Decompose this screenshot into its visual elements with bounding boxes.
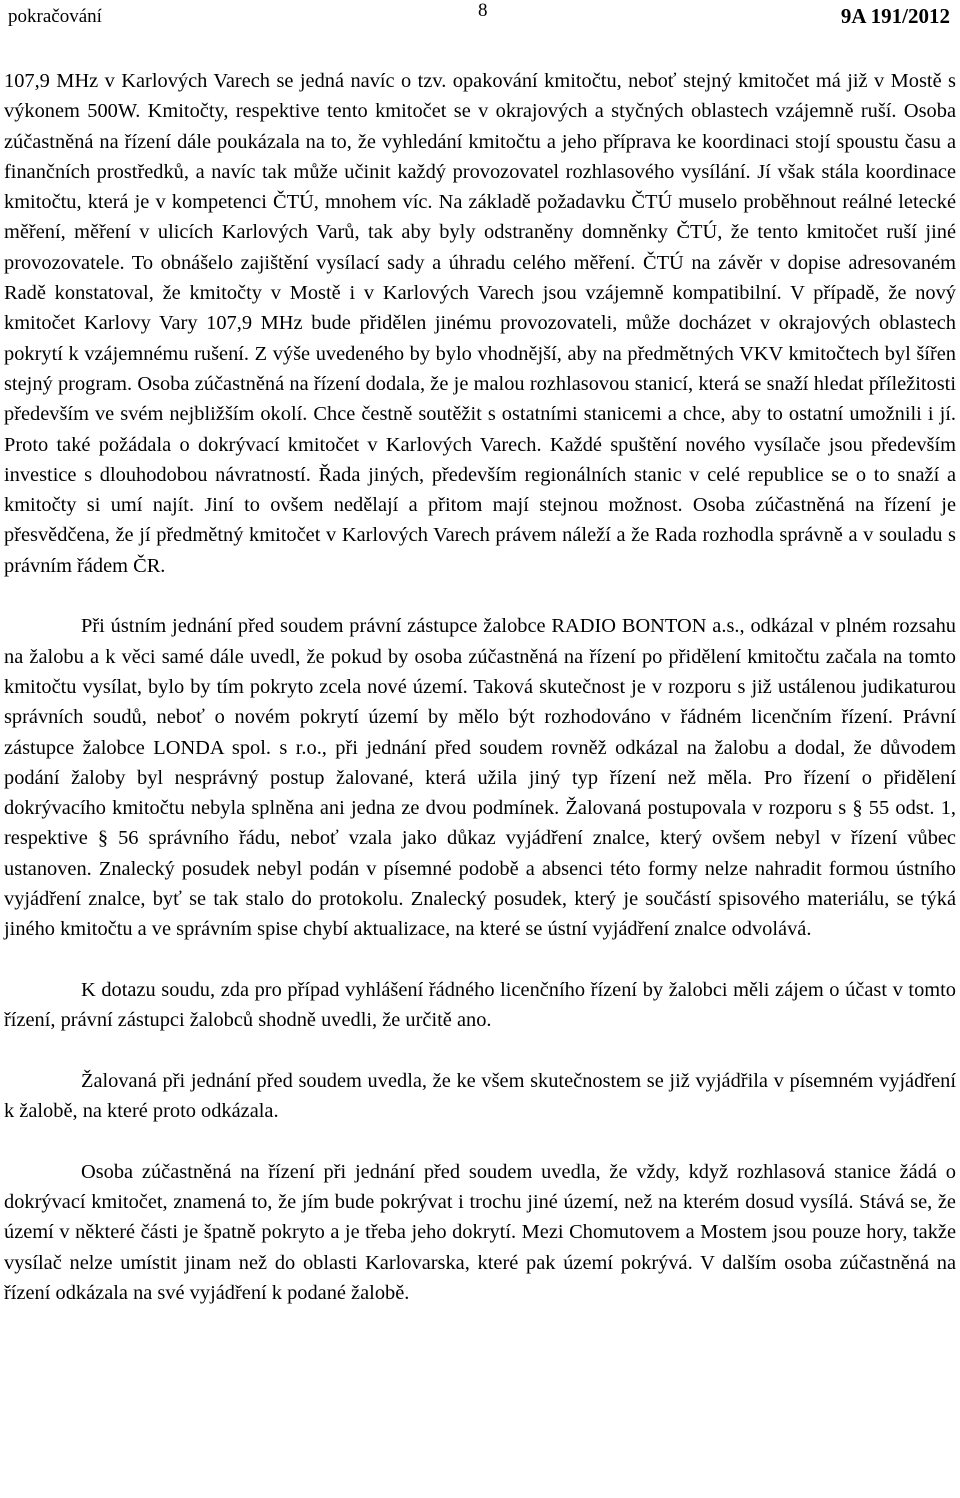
page-header xyxy=(4,0,956,40)
paragraph-spacer xyxy=(4,1036,956,1066)
page-number: 8 xyxy=(478,0,488,21)
document-body xyxy=(4,66,956,1308)
paragraph: 107,9 MHz v Karlových Varech se jedná navíc o tzv. opakování kmitočtu, neboť stejný kmitočet má již v Mostě s výkonem 500W. Kmitočty, respektive tento kmitočet se v okrajových a styčných oblastech vzájemně ruší. Osoba zúčastněná na řízení dále poukázala na to, že vyhledání kmitočtu a jeho příprava ke koordinaci stojí spoustu času a finančních prostředků, a navíc tak může učinit každý provozovatel rozhlasového vysílání. Jí však stála koordinace kmitočtu, která je v kompetenci ČTÚ, mnohem víc. Na základě požadavku ČTÚ muselo proběhnout reálné letecké měření, měření v ulicích Karlových Varů, tak aby byly odstraněny domněnky ČTÚ, že tento kmitočet ruší jiné provozovatele. To obnášelo zajištění vysílací sady a úhradu celého měření. ČTÚ na závěr v dopise adresovaném Radě konstatoval, že kmitočty v Mostě i v Karlových Varech jsou vzájemně kompatibilní. V případě, že nový kmitočet Karlovy Vary 107,9 MHz bude přidělen jinému provozovateli, může docházet v okrajových oblastech pokrytí k vzájemnému rušení. Z výše uvedeného by bylo vhodnější, aby na předmětných VKV kmitočtech byl šířen stejný program. Osoba zúčastněná na řízení dodala, že je malou rozhlasovou stanicí, která se snaží hledat příležitosti především ve svém nejbližším okolí. Chce čestně soutěžit s ostatními stanicemi a chce, aby to ostatní umožnili i jí. Proto také požádala o dokrývací kmitočet v Karlových Varech. Každé spuštění nového vysílače jsou především investice s dlouhodobou návratností. Řada jiných, především regionálních stanic v celé republice se o to snaží a kmitočty si umí najít. Jiní to ovšem nedělají a přitom mají stejnou možnost. Osoba zúčastněná na řízení je přesvědčena, že jí předmětný kmitočet v Karlových Varech právem náleží a že Rada rozhodla správně a v souladu s právním řádem ČR. xyxy=(4,70,956,577)
paragraph: Žalovaná při jednání před soudem uvedla, že ke všem skutečnostem se již vyjádřila v písemném vyjádření k žalobě, na které proto odkázala. xyxy=(4,1069,956,1123)
case-number: 9A 191/2012 xyxy=(840,4,950,28)
paragraph-spacer xyxy=(4,945,956,975)
paragraph: Při ústním jednání před soudem právní zástupce žalobce RADIO BONTON a.s., odkázal v plném rozsahu na žalobu a k věci samé dále uvedl, že pokud by osoba zúčastněná na řízení po přidělení kmitočtu začala na tomto kmitočtu vysílat, bylo by tím pokryto zcela nové území. Taková skutečnost je v rozporu s již ustálenou judikaturou správních soudů, neboť o novém pokrytí území by mělo být rozhodováno v řádném licenčním řízení. Právní zástupce žalobce LONDA spol. s r.o., při jednání před soudem rovněž odkázal na žalobu a dodal, že důvodem podání žaloby byl nesprávný postup žalované, která užila jiný typ řízení než měla. Pro řízení o přidělení dokrývacího kmitočtu nebyla splněna ani jedna ze dvou podmínek. Žalovaná postupovala v rozporu s § 55 odst. 1, respektive § 56 správního řádu, neboť vzala jako důkaz vyjádření znalce, který ovšem nebyl v řízení vůbec ustanoven. Znalecký posudek nebyl podán v písemné podobě a absenci této formy nelze nahradit formou ústního vyjádření znalce, byť se tak stalo do protokolu. Znalecký posudek, který je součástí spisového materiálu, se týká jiného kmitočtu a ve správním spise chybí aktualizace, na které se ústní vyjádření znalce odvolává. xyxy=(4,615,956,941)
paragraph-spacer xyxy=(4,581,956,611)
paragraph: K dotazu soudu, zda pro případ vyhlášení řádného licenčního řízení by žalobci měli zájem o účast v tomto řízení, právní zástupci žalobců shodně uvedli, že určitě ano. xyxy=(4,978,956,1032)
header-continuation-label: pokračování xyxy=(8,6,102,27)
paragraph: Osoba zúčastněná na řízení při jednání před soudem uvedla, že vždy, když rozhlasová stanice žádá o dokrývací kmitočet, znamená to, že jím bude pokrývat i trochu jiné území, než na kterém dosud vysílá. Stává se, že území v některé části je špatně pokryto a je třeba jeho dokrytí. Mezi Chomutovem a Mostem jsou pouze hory, takže vysílač nelze umístit jinam než do oblasti Karlovarska, které pak území pokrývá. V dalším osoba zúčastněná na řízení odkázala na své vyjádření k podané žalobě. xyxy=(4,1160,956,1304)
paragraph-spacer xyxy=(4,1126,956,1156)
